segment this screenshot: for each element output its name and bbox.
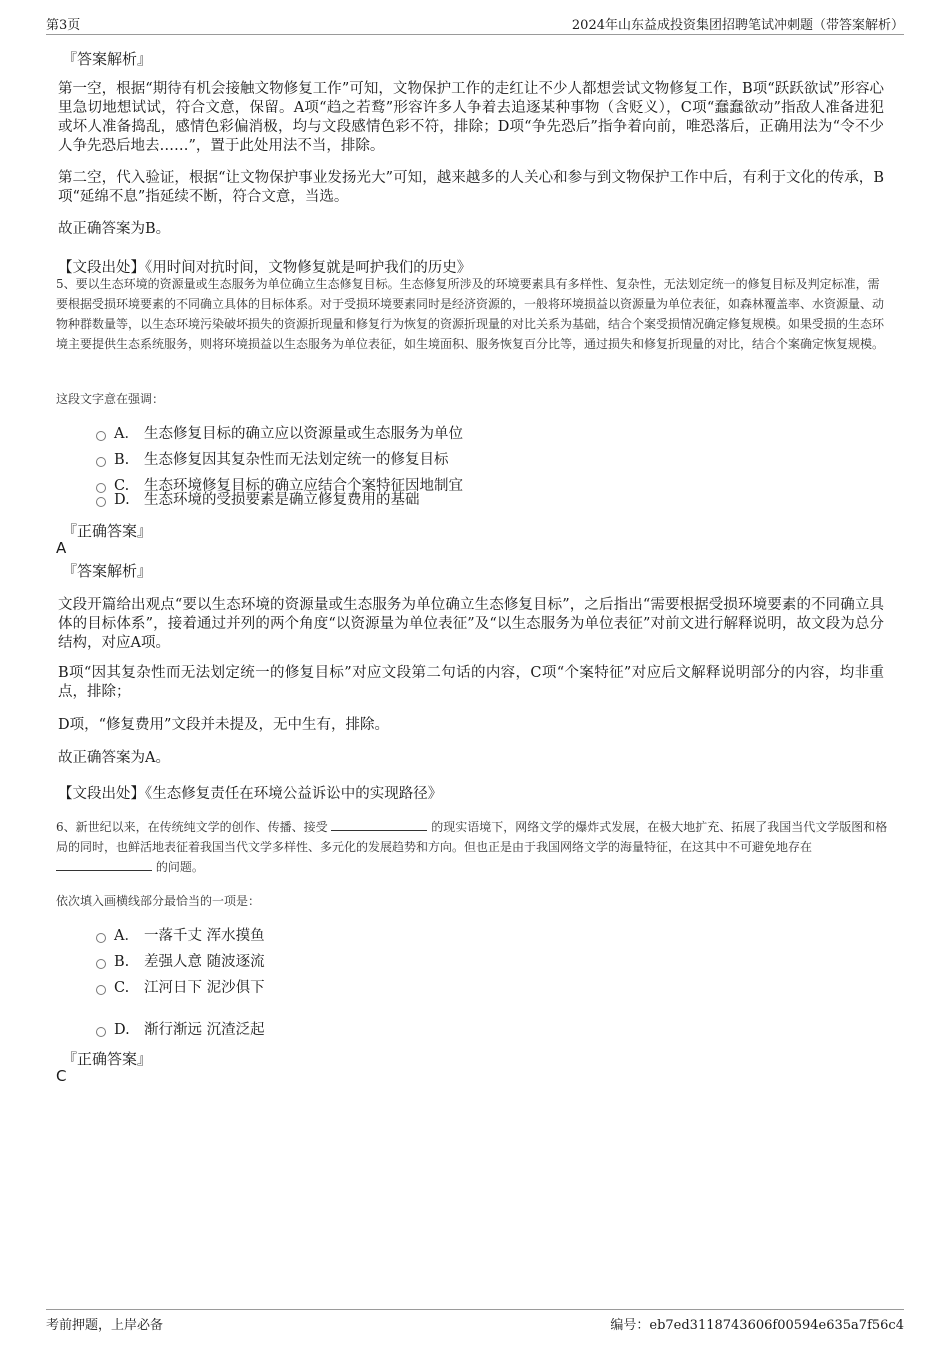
q5-stem: 5、要以生态环境的资源量或生态服务为单位确立生态修复目标。生态修复所涉及的环境要素具有多样性、复杂性，无法划定统一的修复目标及判定标准，需要根据受损环境要素的不同确立具体的目标体系。对于受损环境要素同时是经济资源的，一般将环境损益以资源量为单位表征，如森林覆盖率、水资源量、动物种群数量等，以生态环境污染破坏损失的资源折现量和修复行为恢复的资源折现量的对比关系为基础，结合个案受损情况确定修复规模。如果受损的生态环境主要提供生态系统服务，则将环境损益以生态服务为单位表征，如生境面积、服务恢复百分比等，通过损失和修复折现量的对比，结合个案确定恢复规模。 [56, 277, 885, 351]
page-header [46, 14, 904, 35]
option-text: 差强人意 随波逐流 [144, 954, 265, 970]
q5-analysis-label: 『答案解析』 [62, 562, 153, 580]
radio-icon[interactable] [96, 497, 106, 507]
q6-option-b[interactable]: B. 差强人意 随波逐流 [96, 952, 265, 972]
q5-option-c[interactable]: C. 生态环境修复目标的确立应结合个案特征因地制宜 [96, 476, 463, 496]
q6-stem: 6、新世纪以来，在传统纯文学的创作、传播、接受 的现实语境下，网络文学的爆炸式发展，在极大地扩充、拓展了我国当代文学版图和格局的同时，也鲜活地表征着我国当代文学多样性、多元化的发展趋势和方向。但也正是由于我国网络文学的海量特征，在这其中不可避免地存在 的问题。 [56, 817, 888, 877]
page-number: 第3页 [46, 18, 81, 33]
q5-answer: A [56, 539, 67, 557]
document-title: 2024年山东益成投资集团招聘笔试冲刺题（带答案解析） [571, 18, 904, 33]
q6-option-d[interactable]: D. 渐行渐远 沉渣泛起 [96, 1020, 265, 1040]
option-text: 生态修复目标的确立应以资源量或生态服务为单位 [144, 426, 463, 442]
radio-icon[interactable] [96, 457, 106, 467]
q4-conclusion: 故正确答案为B。 [58, 221, 171, 237]
option-text: 生态修复因其复杂性而无法划定统一的修复目标 [144, 452, 449, 468]
radio-icon[interactable] [96, 959, 106, 969]
q6-answer-label: 『正确答案』 [62, 1050, 153, 1068]
q5-analysis-p2: B项“因其复杂性而无法划定统一的修复目标”对应文段第二句话的内容，C项“个案特征”对应后文解释说明部分的内容，均非重点，排除； [58, 665, 884, 700]
q6-prompt: 依次填入画横线部分最恰当的一项是： [56, 894, 261, 908]
radio-icon[interactable] [96, 1027, 106, 1037]
q4-source: 【文段出处】《用时间对抗时间，文物修复就是呵护我们的历史》 [58, 260, 472, 276]
q5-conclusion: 故正确答案为A。 [58, 750, 170, 766]
q5-answer-label: 『正确答案』 [62, 522, 153, 540]
q6-option-c[interactable]: C. 江河日下 泥沙俱下 [96, 978, 265, 998]
q5-source: 【文段出处】《生态修复责任在环境公益诉讼中的实现路径》 [58, 786, 443, 802]
q5-option-a[interactable]: A． 生态修复目标的确立应以资源量或生态服务为单位 [96, 424, 463, 444]
document-code: 编号：eb7ed3118743606f00594e635a7f56c4 [610, 1318, 904, 1333]
q4-analysis-label: 『答案解析』 [62, 50, 153, 68]
q5-option-b[interactable]: B. 生态修复因其复杂性而无法划定统一的修复目标 [96, 450, 449, 470]
radio-icon[interactable] [96, 985, 106, 995]
q5-analysis-p3: D项，“修复费用”文段并未提及，无中生有，排除。 [58, 717, 389, 733]
radio-icon[interactable] [96, 431, 106, 441]
footer-motto: 考前押题，上岸必备 [46, 1318, 164, 1333]
q5-option-d[interactable]: D. 生态环境的受损要素是确立修复费用的基础 [96, 490, 420, 510]
fill-blank-1 [331, 817, 427, 831]
option-text: 生态环境修复目标的确立应结合个案特征因地制宜 [144, 478, 463, 494]
fill-blank-2 [56, 857, 152, 871]
q4-analysis-p2: 第二空，代入验证，根据“让文物保护事业发扬光大”可知，越来越多的人关心和参与到文物保护工作中后，有利于文化的传承，B项“延绵不息”指延续不断，符合文意，当选。 [58, 170, 884, 205]
q6-answer: C [56, 1067, 67, 1085]
q5-analysis-p1: 文段开篇给出观点“要以生态环境的资源量或生态服务为单位确立生态修复目标”，之后指出“需要根据受损环境要素的不同确立具体的目标体系”，接着通过并列的两个角度“以资源量为单位表征”及“以生态服务为单位表征”对前文进行解释说明，故文段为总分结构，对应A项。 [58, 597, 884, 651]
q4-analysis-p1: 第一空，根据“期待有机会接触文物修复工作”可知，文物保护工作的走红让不少人都想尝试文物修复工作，B项“跃跃欲试”形容心里急切地想试试，符合文意，保留。A项“趋之若鹜”形容许多人争着去追逐某种事物（含贬义），C项“蠢蠢欲动”指敌人准备进犯或坏人准备捣乱，感情色彩偏消极，均与文段感情色彩不符，排除；D项“争先恐后”指争着向前，唯恐落后，正确用法为“令不少人争先恐后地去……”，置于此处用法不当，排除。 [58, 81, 884, 154]
option-text: 江河日下 泥沙俱下 [144, 980, 265, 996]
radio-icon[interactable] [96, 933, 106, 943]
option-text: 生态环境的受损要素是确立修复费用的基础 [144, 492, 420, 508]
page-footer [46, 1309, 904, 1332]
q6-option-a[interactable]: A． 一落千丈 浑水摸鱼 [96, 926, 265, 946]
q5-prompt: 这段文字意在强调： [56, 392, 165, 406]
option-text: 渐行渐远 沉渣泛起 [144, 1022, 265, 1038]
option-text: 一落千丈 浑水摸鱼 [144, 928, 265, 944]
